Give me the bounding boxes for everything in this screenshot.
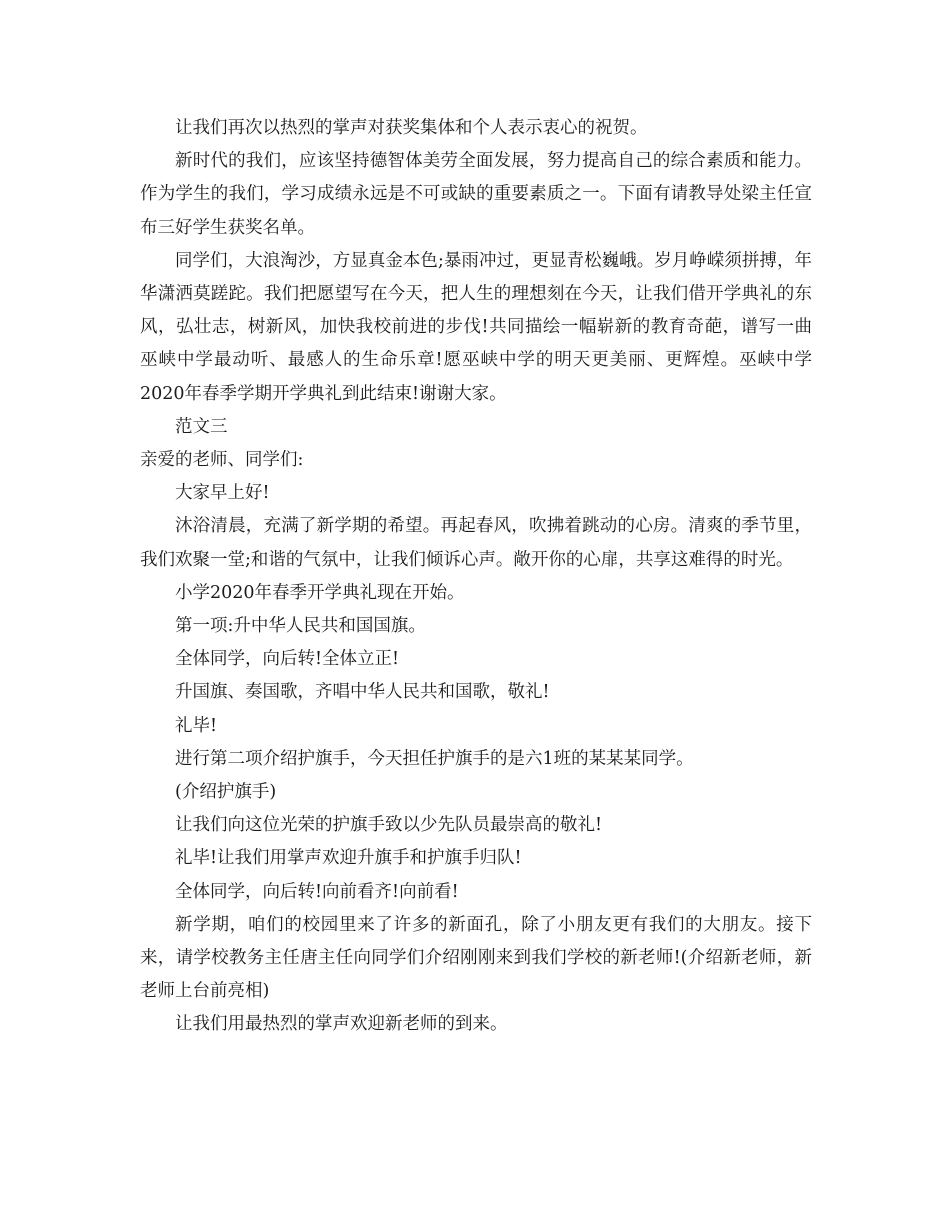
paragraph-salute-guard: 让我们向这位光荣的护旗手致以少先队员最崇高的敬礼! (175, 815, 603, 836)
paragraph-closing-remarks: 同学们，大浪淘沙，方显真金本色;暴雨冲过，更显青松巍峨。岁月峥嵘须拼搏，年华潇洒莫蹉跎。我们把愿望写在今天，把人生的理想刻在今天，让我们借开学典礼的东风，弘壮志，树新风，加快我校前进的步伐!共同描绘一幅崭新的教育奇葩，谱写一曲巫峡中学最动听、最感人的生命乐章!愿巫峡中学的明天更美丽、更辉煌。巫峡中学2020年春季学期开学典礼到此结束!谢谢大家。 (140, 250, 812, 404)
section-heading-sample-three: 范文三 (175, 416, 228, 437)
salutation: 亲爱的老师、同学们: (140, 450, 304, 471)
document-body (140, 112, 812, 1042)
paragraph-face-forward: 全体同学，向后转!向前看齐!向前看! (175, 881, 459, 902)
paragraph-item-two: 进行第二项介绍护旗手，今天担任护旗手的是六1班的某某某同学。 (175, 748, 694, 769)
paragraph-salute-done: 礼毕! (175, 715, 218, 736)
paragraph-introduce-guard: (介绍护旗手) (175, 782, 277, 803)
paragraph-greeting: 大家早上好! (175, 483, 270, 504)
paragraph-ceremony-start: 小学2020年春季开学典礼现在开始。 (175, 582, 465, 603)
paragraph-welcome-back: 礼毕!让我们用掌声欢迎升旗手和护旗手归队! (175, 848, 522, 869)
paragraph-turn-around: 全体同学，向后转!全体立正! (175, 649, 400, 670)
paragraph-welcome-teachers: 让我们用最热烈的掌声欢迎新老师的到来。 (175, 1014, 508, 1035)
paragraph-anthem: 升国旗、奏国歌，齐唱中华人民共和国歌，敬礼! (175, 682, 550, 703)
paragraph-item-one: 第一项:升中华人民共和国国旗。 (175, 616, 426, 637)
paragraph-morning-opening: 沐浴清晨，充满了新学期的希望。再起春风，吹拂着跳动的心房。清爽的季节里，我们欢聚一堂;和谐的气氛中，让我们倾诉心声。敞开你的心扉，共享这难得的时光。 (140, 516, 812, 570)
paragraph-congratulations: 让我们再次以热烈的掌声对获奖集体和个人表示衷心的祝贺。 (175, 118, 648, 138)
paragraph-all-round-development: 新时代的我们，应该坚持德智体美劳全面发展，努力提高自己的综合素质和能力。作为学生的我们，学习成绩永远是不可或缺的重要素质之一。下面有请教导处梁主任宣布三好学生获奖名单。 (140, 151, 812, 238)
paragraph-new-teachers: 新学期，咱们的校园里来了许多的新面孔，除了小朋友更有我们的大朋友。接下来，请学校教务主任唐主任向同学们介绍刚刚来到我们学校的新老师!(介绍新老师，新老师上台前亮相) (140, 914, 812, 1002)
